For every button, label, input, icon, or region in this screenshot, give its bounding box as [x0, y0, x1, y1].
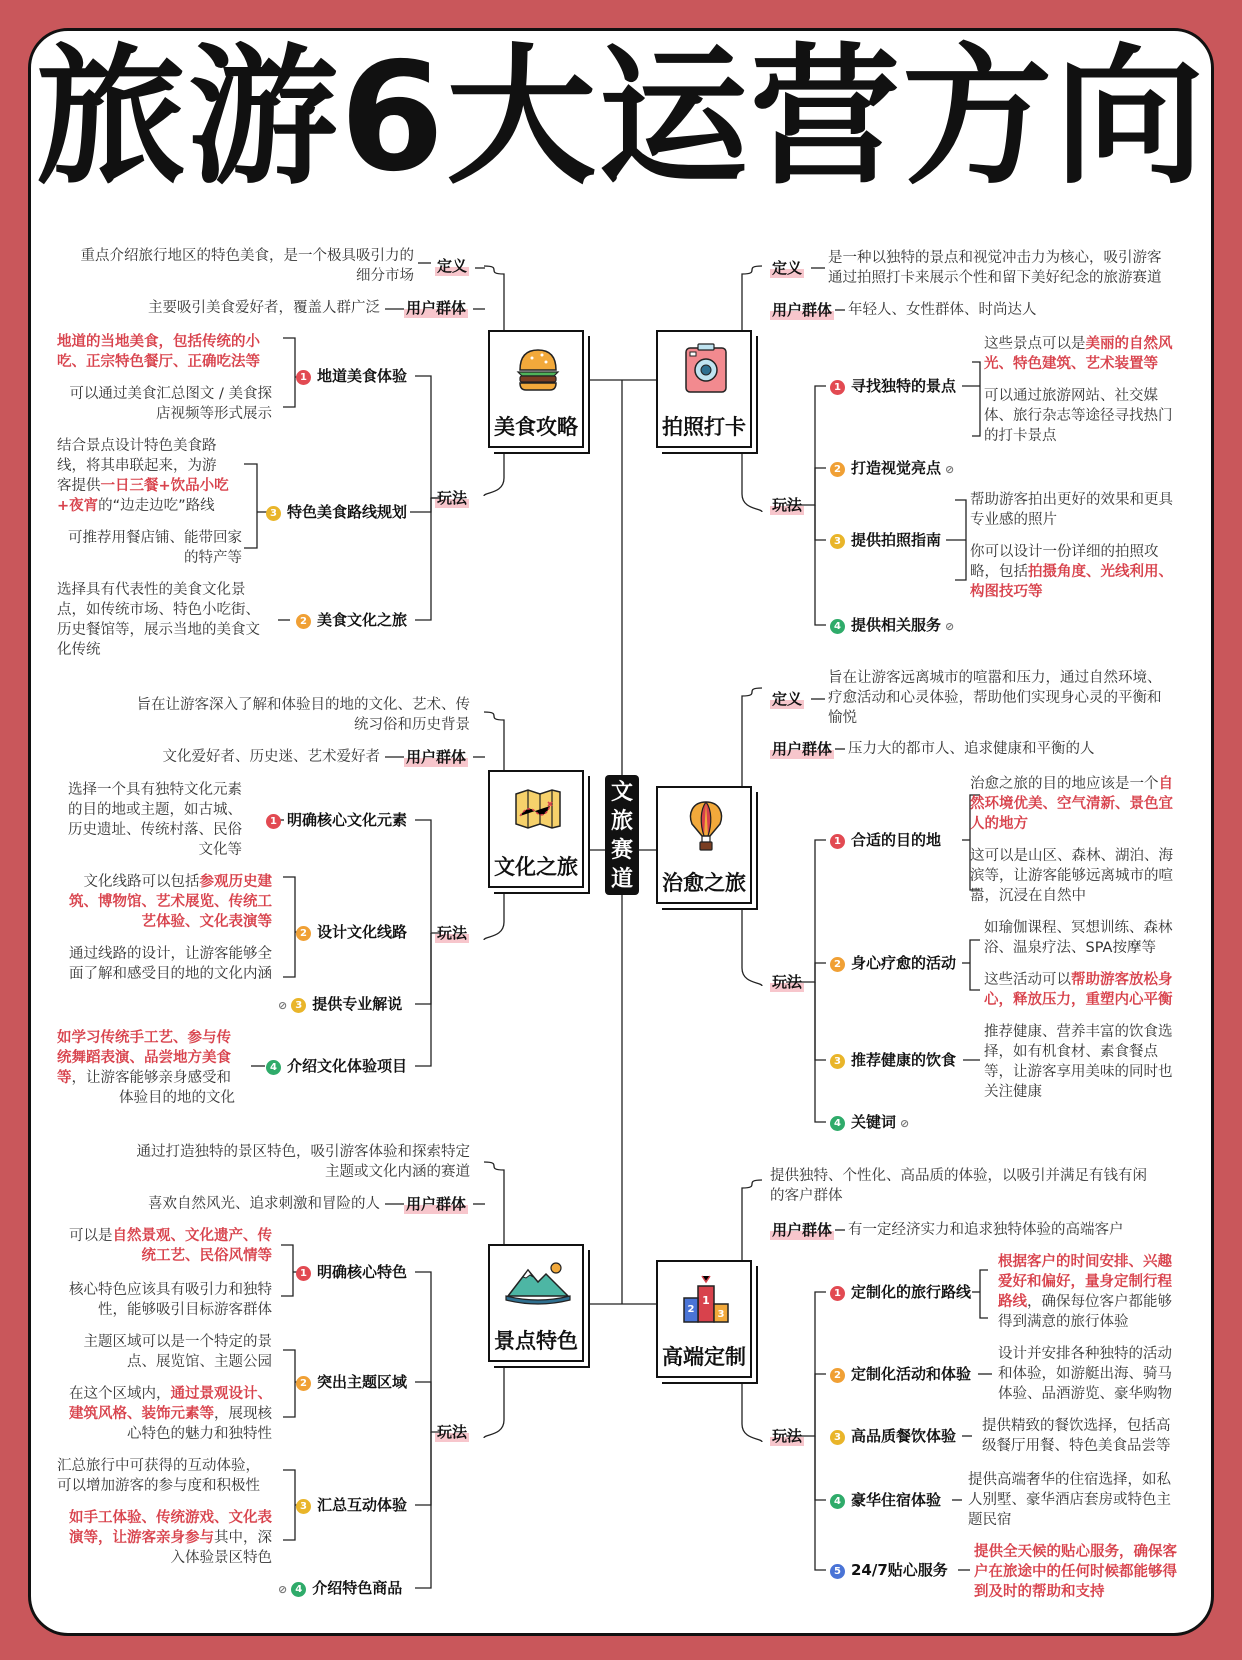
- heal-play-label: 玩法: [772, 973, 803, 991]
- map-icon: [490, 782, 586, 836]
- attachment-icon: ⊘: [900, 1117, 910, 1130]
- camera-icon: [658, 342, 754, 396]
- photo-node-label: 拍照打卡: [662, 415, 746, 439]
- culture-item1-desc: 选择一个具有独特文化元素 的目的地或主题，如古城、 历史遗址、传统村落、民俗 文化等: [68, 782, 242, 858]
- scenic-users-label: 用户群体: [406, 1195, 467, 1213]
- luxury-item2-desc: 设计并安排各种独特的活动 和体验，如游艇出海、骑马 体验、品酒游览、豪华购物: [998, 1346, 1172, 1402]
- scenic-item1-desc1: 可以是自然景观、文化遗产、传 统工艺、民俗风情等: [69, 1228, 272, 1264]
- culture-item2: 2 设计文化线路: [296, 922, 407, 942]
- attachment-icon: ⊘: [945, 620, 955, 633]
- luxury-item2: 2 定制化活动和体验: [830, 1364, 971, 1384]
- photo-item3: 3 提供拍照指南: [830, 530, 941, 550]
- photo-item1-desc2: 可以通过旅游网站、社交媒 体、旅行杂志等途径寻找热门 的打卡景点: [984, 388, 1173, 444]
- culture-play-label: 玩法: [437, 924, 468, 942]
- luxury-definition-text: 提供独特、个性化、高品质的体验，以吸引并满足有钱有闲 的客户群体: [770, 1168, 1147, 1204]
- food-users-label: 用户群体: [406, 299, 467, 317]
- photo-item3-desc1: 帮助游客拍出更好的效果和更具 专业感的照片: [970, 492, 1173, 528]
- mountain-icon: [490, 1256, 586, 1310]
- culture-node-label: 文化之旅: [494, 855, 578, 879]
- center-node: 文旅赛道: [605, 775, 639, 895]
- luxury-item3-desc: 提供精致的餐饮选择，包括高 级餐厅用餐、特色美食品尝等: [982, 1418, 1171, 1454]
- food-item1-desc2: 可以通过美食汇总图文 / 美食探 店视频等形式展示: [69, 386, 272, 422]
- luxury-item4-desc: 提供高端奢华的住宿选择，如私 人别墅、豪华酒店套房或特色主 题民宿: [968, 1472, 1171, 1528]
- svg-text:1: 1: [702, 1294, 710, 1307]
- scenic-node-label: 景点特色: [494, 1329, 578, 1353]
- scenic-item1-desc2: 核心特色应该具有吸引力和独特 性，能够吸引目标游客群体: [69, 1282, 272, 1318]
- page-title: 旅游6大运营方向: [35, 31, 1207, 205]
- photo-item4: 4 提供相关服务 ⊘: [830, 615, 954, 637]
- luxury-item5-desc: 提供全天候的贴心服务，确保客 户在旅途中的任何时候都能够得 到及时的帮助和支持: [974, 1544, 1177, 1600]
- culture-node: [488, 770, 584, 888]
- photo-definition-text: 是一种以独特的景点和视觉冲击力为核心，吸引游客 通过拍照打卡来展示个性和留下美好纪念的旅游赛道: [828, 250, 1162, 286]
- luxury-node-label: 高端定制: [662, 1345, 746, 1369]
- food-item3: 2 美食文化之旅: [296, 610, 407, 630]
- scenic-item2-desc2: 在这个区域内，通过景观设计、 建筑风格、装饰元素等，展现核 心特色的魅力和独特性: [69, 1386, 272, 1442]
- food-item1: 1 地道美食体验: [296, 366, 407, 386]
- burger-icon: [490, 342, 586, 396]
- heal-users-text: 压力大的都市人、追求健康和平衡的人: [848, 741, 1095, 757]
- luxury-item5: 5 24/7贴心服务: [830, 1560, 948, 1580]
- scenic-item4: ⊘ 4 介绍特色商品: [278, 1579, 403, 1597]
- photo-item3-desc2: 你可以设计一份详细的拍照攻 略，包括拍摄角度、光线利用、 构图技巧等: [970, 544, 1173, 600]
- luxury-users-text: 有一定经济实力和追求独特体验的高端客户: [848, 1222, 1124, 1238]
- photo-users-text: 年轻人、女性群体、时尚达人: [848, 302, 1037, 318]
- scenic-play-label: 玩法: [437, 1423, 468, 1441]
- heal-item3-desc: 推荐健康、营养丰富的饮食选 择，如有机食材、素食餐点 等，让游客享用美味的同时也 关注健康: [984, 1024, 1173, 1100]
- luxury-item1: 1 定制化的旅行路线: [830, 1282, 971, 1302]
- food-item2: 3 特色美食路线规划: [266, 502, 407, 522]
- attachment-icon: ⊘: [945, 463, 955, 476]
- culture-definition-text: 旨在让游客深入了解和体验目的地的文化、艺术、传 统习俗和历史背景: [136, 697, 470, 733]
- heal-item1-desc1: 治愈之旅的目的地应该是一个自 然环境优美、空气清新、景色宜 人的地方: [970, 776, 1173, 832]
- luxury-play-label: 玩法: [772, 1427, 803, 1445]
- photo-item1-desc1: 这些景点可以是美丽的自然风 光、特色建筑、艺术装置等: [984, 336, 1173, 372]
- scenic-item2-desc1: 主题区域可以是一个特定的景 点、展览馆、主题公园: [83, 1334, 272, 1370]
- food-play-label: 玩法: [437, 489, 468, 507]
- food-users-text: 主要吸引美食爱好者，覆盖人群广泛: [148, 300, 380, 316]
- culture-item1: 1 明确核心文化元素: [266, 810, 407, 830]
- svg-text:2: 2: [687, 1304, 695, 1315]
- food-node-label: 美食攻略: [494, 415, 578, 439]
- culture-users-label: 用户群体: [406, 748, 467, 766]
- attachment-icon: ⊘: [278, 999, 288, 1012]
- culture-item3: ⊘ 3 提供专业解说: [278, 995, 403, 1013]
- scenic-item3-desc1: 汇总旅行中可获得的互动体验， 可以增加游客的参与度和积极性: [57, 1458, 260, 1494]
- photo-definition-label: 定义: [772, 259, 803, 277]
- food-definition-label: 定义: [437, 257, 468, 275]
- photo-item1: 1 寻找独特的景点: [830, 376, 956, 396]
- luxury-users-label: 用户群体: [772, 1221, 833, 1239]
- culture-item4: 4 介绍文化体验项目: [266, 1056, 407, 1076]
- scenic-users-text: 喜欢自然风光、追求刺激和冒险的人: [148, 1196, 380, 1212]
- scenic-definition-text: 通过打造独特的景区特色，吸引游客体验和探索特定 主题或文化内涵的赛道: [136, 1144, 470, 1180]
- food-item2-desc2: 可推荐用餐店铺、能带回家 的特产等: [68, 530, 242, 566]
- luxury-item4: 4 豪华住宿体验: [830, 1490, 941, 1510]
- photo-users-label: 用户群体: [772, 301, 833, 319]
- luxury-item1-desc: 根据客户的时间安排、兴趣 爱好和偏好，量身定制行程 路线，确保每位客户都能够 得到满意的旅行体验: [998, 1254, 1172, 1330]
- scenic-item1: 1 明确核心特色: [296, 1262, 407, 1282]
- scenic-node: [488, 1244, 584, 1362]
- culture-users-text: 文化爱好者、历史迷、艺术爱好者: [162, 749, 380, 765]
- photo-item2: 2 打造视觉亮点 ⊘: [830, 458, 954, 480]
- heal-item3: 3 推荐健康的饮食: [830, 1050, 956, 1070]
- heal-item1-desc2: 这可以是山区、森林、湖泊、海 滨等，让游客能够远离城市的喧 嚣，沉浸在自然中: [970, 848, 1173, 904]
- svg-text:3: 3: [717, 1309, 725, 1320]
- heal-users-label: 用户群体: [772, 740, 833, 758]
- photo-node: [656, 330, 752, 448]
- culture-item2-desc2: 通过线路的设计，让游客能够全 面了解和感受目的地的文化内涵: [69, 946, 272, 982]
- food-item2-desc1: 结合景点设计特色美食路 线，将其串联起来，为游 客提供一日三餐+饮品小吃 +夜宵的“边走边吃”路线: [57, 438, 229, 514]
- luxury-item3: 3 高品质餐饮体验: [830, 1426, 956, 1446]
- heal-item2: 2 身心疗愈的活动: [830, 953, 956, 973]
- scenic-item3-desc2: 如手工体验、传统游戏、文化表 演等，让游客亲身参与其中，深 入体验景区特色: [69, 1510, 272, 1566]
- food-node: [488, 330, 584, 448]
- heal-definition-label: 定义: [772, 690, 803, 708]
- podium-icon: [658, 1272, 754, 1326]
- heal-definition-text: 旨在让游客远离城市的喧嚣和压力，通过自然环境、 疗愈活动和心灵体验，帮助他们实现身心灵的平衡和 愉悦: [828, 670, 1162, 726]
- food-definition-text: 重点介绍旅行地区的特色美食，是一个极具吸引力的 细分市场: [80, 248, 414, 284]
- food-item1-desc1: 地道的当地美食，包括传统的小 吃、正宗特色餐厅、正确吃法等: [57, 334, 260, 370]
- heal-node-label: 治愈之旅: [662, 871, 746, 895]
- scenic-item3: 3 汇总互动体验: [296, 1495, 407, 1515]
- photo-play-label: 玩法: [772, 496, 803, 514]
- attachment-icon: ⊘: [278, 1583, 288, 1596]
- luxury-node: [656, 1260, 752, 1378]
- heal-item2-desc1: 如瑜伽课程、冥想训练、森林 浴、温泉疗法、SPA按摩等: [984, 920, 1173, 956]
- heal-item1: 1 合适的目的地: [830, 830, 941, 850]
- culture-item2-desc1: 文化线路可以包括参观历史建 筑、博物馆、艺术展览、传统工 艺体验、文化表演等: [69, 874, 272, 930]
- culture-item4-desc: 如学习传统手工艺、参与传 统舞蹈表演、品尝地方美食 等，让游客能够亲身感受和 体验目的地的文化: [57, 1030, 235, 1106]
- heal-node: [656, 786, 752, 904]
- scenic-item2: 2 突出主题区域: [296, 1372, 407, 1392]
- heal-item4: 4 关键词 ⊘: [830, 1112, 909, 1134]
- heal-item2-desc2: 这些活动可以帮助游客放松身 心，释放压力，重塑内心平衡: [984, 972, 1173, 1008]
- balloon-icon: [658, 798, 754, 852]
- food-item3-desc: 选择具有代表性的美食文化景 点，如传统市场、特色小吃街、 历史餐馆等，展示当地的美食文 化传统: [57, 582, 260, 658]
